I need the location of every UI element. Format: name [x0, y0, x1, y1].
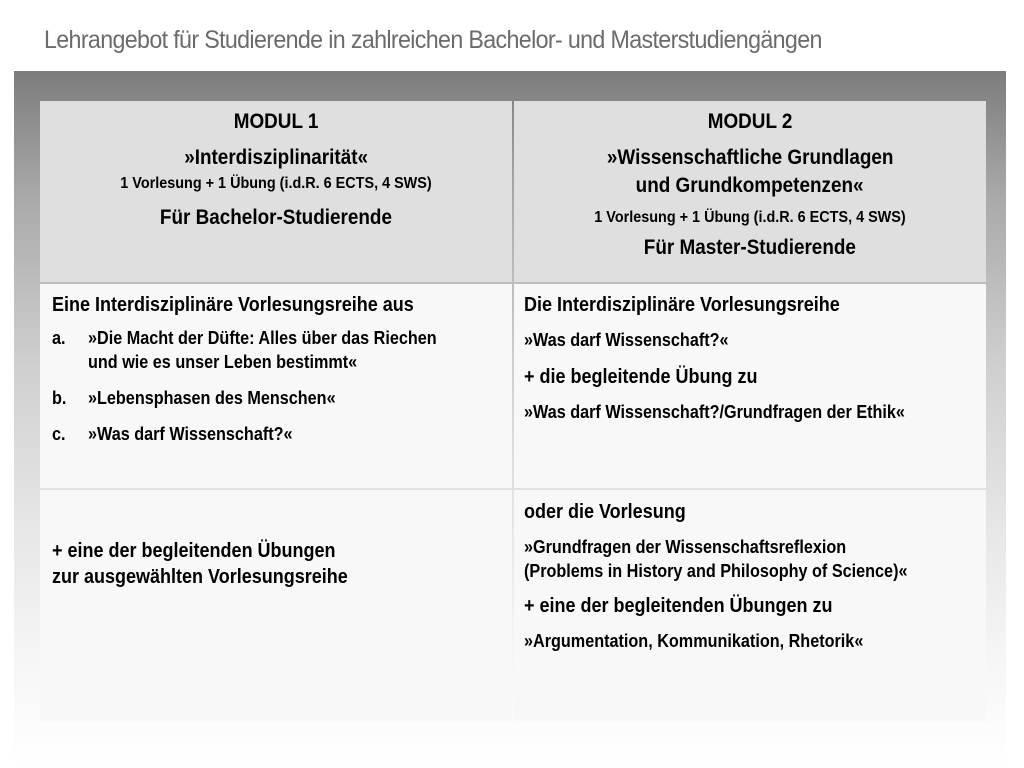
- modul1-exercise-cell: [40, 490, 512, 721]
- modul2-audience: Für Master-Studierende: [643, 236, 857, 259]
- modul2-alt-exercise-intro: + eine der begleitenden Übungen zu: [524, 595, 833, 617]
- list-marker: b.: [52, 388, 67, 408]
- list-marker: c.: [52, 424, 66, 444]
- modul1-audience: Für Bachelor-Studierende: [159, 206, 393, 229]
- lecture-option-b: »Lebensphasen des Menschen«: [88, 388, 336, 408]
- modul2-alt-heading: oder die Vorlesung: [524, 501, 686, 523]
- modul2-exercise-title: »Was darf Wissenschaft?/Grundfragen der Ethik«: [524, 402, 905, 422]
- modul2-alt-exercise-title: »Argumentation, Kommunikation, Rhetorik«: [524, 631, 864, 651]
- modul1-label: MODUL 1: [233, 110, 319, 133]
- slide-title: Lehrangebot für Studierende in zahlreichen Bachelor- und Masterstudiengängen: [44, 26, 822, 54]
- modul2-topic-line2: und Grundkompetenzen«: [636, 174, 864, 197]
- modul1-workload: 1 Vorlesung + 1 Übung (i.d.R. 6 ECTS, 4 SWS): [120, 175, 432, 192]
- modul2-alt-title-line1: »Grundfragen der Wissenschaftsreflexion: [524, 537, 847, 557]
- modul2-series-title: »Was darf Wissenschaft?«: [524, 330, 729, 350]
- modul2-body-heading: Die Interdisziplinäre Vorlesungsreihe: [524, 294, 840, 316]
- lecture-option-a-line2: und wie es unser Leben bestimmt«: [88, 352, 358, 372]
- modul1-header-cell: [40, 101, 512, 282]
- lecture-option-a-line1: »Die Macht der Düfte: Alles über das Riechen: [88, 328, 437, 348]
- module-table: [40, 101, 986, 721]
- list-item: [52, 422, 502, 446]
- modul2-topic-line1: »Wissenschaftliche Grundlagen: [606, 146, 894, 169]
- list-item: [52, 386, 502, 410]
- modul2-workload: 1 Vorlesung + 1 Übung (i.d.R. 6 ECTS, 4 SWS): [594, 209, 906, 226]
- list-item: [52, 326, 502, 374]
- modul2-alternative-cell: [514, 490, 986, 721]
- modul1-topic: »Interdisziplinarität«: [184, 146, 368, 169]
- lecture-option-c: »Was darf Wissenschaft?«: [88, 424, 293, 444]
- modul2-exercise-intro: + die begleitende Übung zu: [524, 366, 758, 388]
- list-marker: a.: [52, 328, 66, 348]
- modul2-alt-title-line2: (Problems in History and Philosophy of Science)«: [524, 561, 908, 581]
- modul1-exercise-line1: + eine der begleitenden Übungen: [52, 540, 336, 562]
- modul1-lectures-cell: [40, 284, 512, 488]
- modul1-body-heading: Eine Interdisziplinäre Vorlesungsreihe aus: [52, 294, 414, 316]
- modul2-label: MODUL 2: [707, 110, 793, 133]
- modul2-header-cell: [514, 101, 986, 282]
- modul2-lectures-cell: [514, 284, 986, 488]
- modul1-exercise-line2: zur ausgewählten Vorlesungsreihe: [52, 566, 348, 588]
